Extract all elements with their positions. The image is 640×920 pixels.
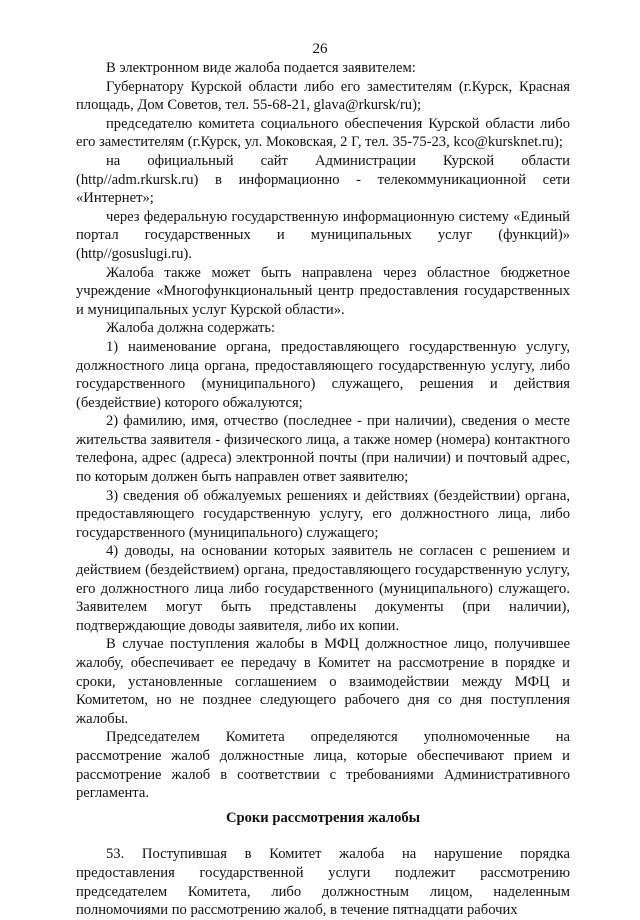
document-body	[76, 59, 570, 920]
paragraph-mfc-transfer: В случае поступления жалобы в МФЦ должностное лицо, получившее жалобу, обеспечивает ее передачу в Комитет на рассмотрение в порядке и сроки, установленные соглашением о взаимодействии между МФЦ и Комитетом, но не позднее следующего рабочего дня со дня поступления жалобы.	[76, 636, 570, 727]
paragraph-governor: Губернатору Курской области либо его заместителям (г.Курск, Красная площадь, Дом Советов, тел. 55-68-21, glava@rkursk/ru);	[76, 78, 570, 114]
paragraph-complaint-contents: Жалоба должна содержать:	[106, 320, 276, 337]
paragraph-committee-chair: председателю комитета социального обеспечения Курской области либо его заместителям (г.Курск, ул. Моковская, 2 Г, тел. 35-75-23, kco@kursknet.ru);	[76, 115, 570, 151]
list-item-2: 2) фамилию, имя, отчество (последнее - при наличии), сведения о месте жительства заявителя - физического лица, а также номер (номера) контактного телефона, адрес (адреса) электронной почты (при наличии) и почтовый адрес, по которым должен быть направлен ответ заявителю;	[76, 413, 570, 486]
paragraph-federal-portal: через федеральную государственную информационную систему «Единый портал государственных и муниципальных услуг (функций)» (http//gosuslugi.ru).	[76, 208, 570, 262]
paragraph-mfc: Жалоба также может быть направлена через областное бюджетное учреждение «Многофункциональный центр предоставления государственных и муниципальных услуг Курской области».	[76, 264, 570, 318]
list-item-1: 1) наименование органа, предоставляющего государственную услугу, должностного лица органа, предоставляющего государственную услугу, либо государственного (муниципального) служащего, решения и действия (бездействие) которого обжалуются;	[76, 338, 570, 411]
page-number: 26	[312, 41, 328, 57]
section-heading: Сроки рассмотрения жалобы	[225, 809, 421, 826]
clause-53: 53. Поступившая в Комитет жалоба на нарушение порядка предоставления государственной услуги подлежит рассмотрению председателем Комитета, либо должностным лицом, наделенным полномочиями по рассмотрению жалоб, в течение пятнадцати рабочих	[76, 846, 570, 919]
paragraph-intro: В электронном виде жалоба подается заявителем:	[106, 60, 416, 76]
list-item-4: 4) доводы, на основании которых заявитель не согласен с решением и действием (бездействием) органа, предоставляющего государственную услугу, его должностного лица либо государственного (муниципального) служащего. Заявителем могут быть представлены документы (при наличии), подтверждающие доводы заявителя, либо их копии.	[76, 543, 570, 634]
paragraph-official-site: на официальный сайт Администрации Курской области (http//adm.rkursk.ru) в информационно - телекоммуникационной сети «Интернет»;	[76, 152, 570, 207]
list-item-3: 3) сведения об обжалуемых решениях и действиях (бездействии) органа, предоставляющего государственную услугу, его должностного лица, либо государственного (муниципального) служащего;	[76, 487, 570, 541]
paragraph-authorized-officials: Председателем Комитета определяются уполномоченные на рассмотрение жалоб должностные лица, которые обеспечивают прием и рассмотрение жалоб в соответствии с требованиями Административного регламента.	[76, 729, 570, 802]
